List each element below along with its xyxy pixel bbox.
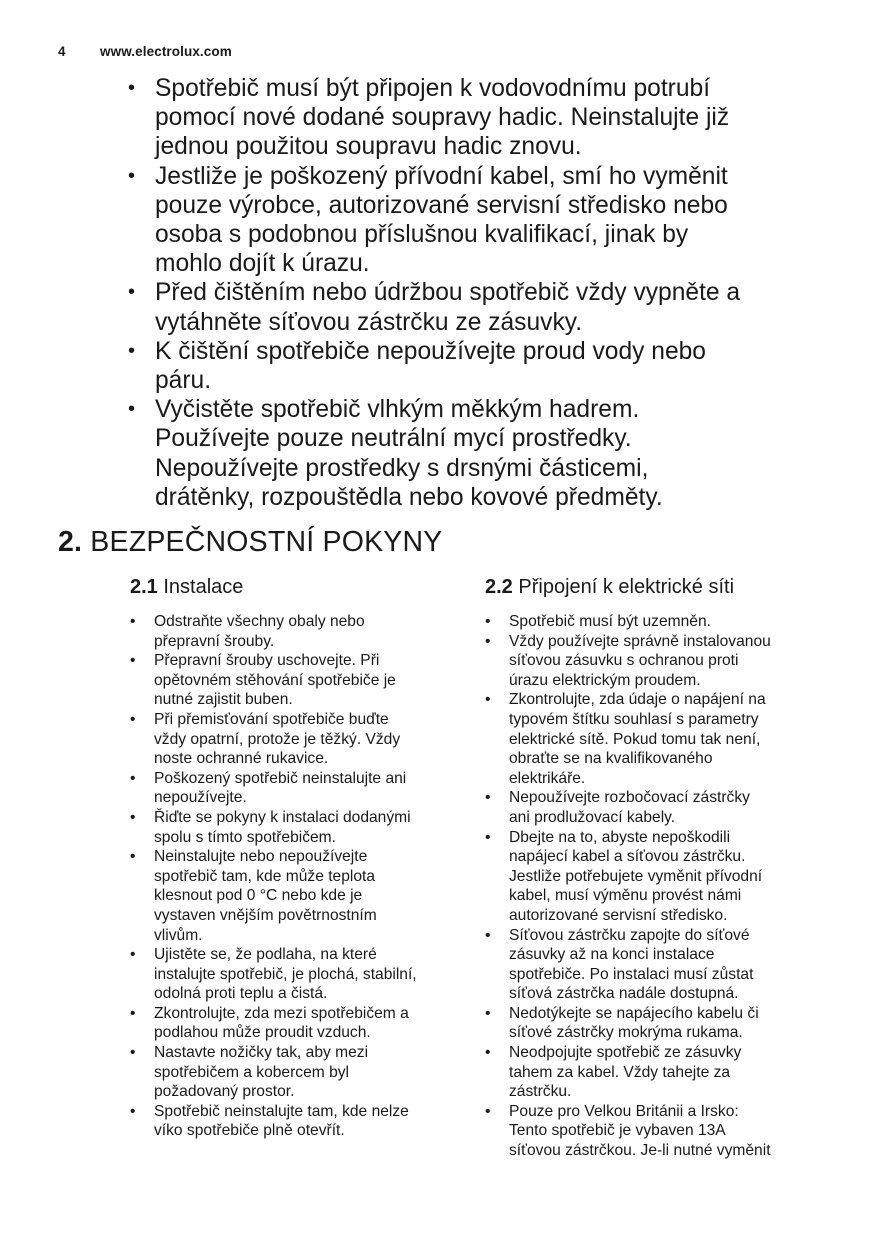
installation-list-item-line: • Nastavte nožičky tak, aby mezi: [154, 1044, 369, 1062]
intro-list-item: [128, 74, 828, 162]
electrical-list-item-line: Jestliže potřebujete vyměnit přívodní: [509, 867, 763, 885]
intro-list-item-line: osoba s podobnou příslušnou kvalifikací, jinak by: [155, 221, 689, 249]
intro-list-item-line: jednou použitou soupravu hadic znovu.: [155, 133, 582, 161]
website-url: www.electrolux.com: [100, 44, 232, 59]
page-header: [58, 44, 232, 59]
installation-number: 2.1: [130, 576, 158, 598]
intro-list-item-line: Používejte pouze neutrální mycí prostředky.: [155, 425, 632, 453]
electrical-list-item-line: typovém štítku souhlasí s parametry: [509, 710, 759, 728]
electrical-list-item: [485, 1102, 815, 1161]
installation-heading: [130, 574, 470, 600]
installation-list-item: [130, 1043, 470, 1102]
electrical-list-item-line: obraťte se na kvalifikovaného: [509, 750, 713, 768]
electrical-list-item-line: zásuvky až na konci instalace: [509, 946, 715, 964]
electrical-list-item-line: zástrčku.: [509, 1083, 572, 1101]
electrical-list-item-line: napájecí kabel a síťovou zástrčku.: [509, 848, 746, 866]
installation-list-item-line: • Ujistěte se, že podlaha, na které: [154, 946, 377, 964]
intro-list-item-line: Nepoužívejte prostředky s drsnými částicemi,: [155, 454, 649, 482]
installation-list-item-line: • Neinstalujte nebo nepoužívejte: [154, 848, 368, 866]
electrical-list-item-line: tahem za kabel. Vždy tahejte za: [509, 1063, 731, 1081]
installation-list-item-line: spolu s tímto spotřebičem.: [154, 828, 337, 846]
intro-list-item: [128, 395, 828, 512]
electrical-list-item: [485, 1004, 815, 1043]
electrical-list-item-line: úrazu elektrickým proudem.: [509, 671, 701, 689]
section-number: 2.: [58, 526, 83, 558]
electrical-list-item: [485, 690, 815, 788]
installation-list-item-line: • Spotřebič neinstalujte tam, kde nelze: [154, 1102, 409, 1120]
installation-list-item: [130, 612, 470, 651]
installation-list-item-line: • Při přemisťování spotřebiče buďte: [154, 710, 389, 728]
installation-list-item-line: vlivům.: [154, 926, 203, 944]
installation-title: Instalace: [163, 576, 244, 598]
installation-list-item: [130, 651, 470, 710]
electrical-list: [485, 612, 815, 1161]
intro-list-item-line: • Před čištěním nebo údržbou spotřebič vždy vypněte a: [155, 279, 741, 307]
section-title-text: BEZPEČNOSTNÍ POKYNY: [90, 526, 443, 558]
electrical-list-item-line: autorizované servisní středisko.: [509, 906, 728, 924]
electrical-list-item-line: • Neodpojujte spotřebič ze zásuvky: [509, 1044, 742, 1062]
installation-list-item: [130, 847, 470, 945]
installation-list-item: [130, 808, 470, 847]
intro-list-item-line: vytáhněte síťovou zástrčku ze zásuvky.: [155, 308, 583, 336]
electrical-list-item-line: síťové zástrčky mokrýma rukama.: [509, 1024, 743, 1042]
electrical-list-item: [485, 1043, 815, 1102]
section-title: [58, 526, 443, 559]
installation-list-item: [130, 710, 470, 769]
installation-list-item-line: odolná proti teplu a čistá.: [154, 985, 328, 1003]
electrical-list-item: [485, 612, 815, 632]
electrical-list-item-line: síťovou zástrčkou. Je-li nutné vyměnit: [509, 1142, 771, 1160]
installation-list-item: [130, 769, 470, 808]
intro-list-item-line: páru.: [155, 367, 212, 395]
intro-list-item-line: • K čištění spotřebiče nepoužívejte proud vody nebo: [155, 337, 706, 365]
intro-list-item-line: • Spotřebič musí být připojen k vodovodnímu potrubí: [155, 75, 711, 102]
electrical-list-item: [485, 926, 815, 1004]
installation-list-item-line: spotřebič tam, kde může teplota: [154, 867, 376, 885]
installation-column: [130, 574, 470, 1141]
intro-list-item-line: pomocí nové dodané soupravy hadic. Neinstalujte již: [155, 104, 730, 132]
electrical-list-item: [485, 788, 815, 827]
electrical-list-item-line: • Spotřebič musí být uzemněn.: [509, 613, 711, 630]
electrical-number: 2.2: [485, 576, 513, 598]
installation-list-item-line: víko spotřebiče plně otevřít.: [154, 1122, 345, 1140]
installation-list-item: [130, 1102, 470, 1141]
electrical-list-item-line: • Vždy používejte správně instalovanou: [509, 632, 771, 650]
installation-list-item-line: • Přepravní šrouby uschovejte. Při: [154, 652, 380, 670]
electrical-list-item-line: elektrikáře.: [509, 769, 586, 787]
intro-list-item-line: • Vyčistěte spotřebič vlhkým měkkým hadrem.: [155, 396, 640, 424]
installation-list-item-line: opětovném stěhování spotřebiče je: [154, 671, 396, 689]
electrical-list-item-line: Tento spotřebič je vybaven 13A: [509, 1122, 726, 1140]
installation-list-item: [130, 945, 470, 1004]
electrical-heading: [485, 574, 815, 600]
installation-list-item-line: • Řiďte se pokyny k instalaci dodanými: [154, 808, 411, 826]
electrical-column: [485, 574, 815, 1161]
page-number: 4: [58, 44, 66, 59]
installation-list-item-line: požadovaný prostor.: [154, 1083, 295, 1101]
electrical-list-item-line: • Nepoužívejte rozbočovací zástrčky: [509, 789, 750, 807]
intro-safety-list: [128, 74, 828, 512]
intro-list-item-line: • Jestliže je poškozený přívodní kabel, smí ho vyměnit: [155, 162, 728, 190]
electrical-list-item: [485, 632, 815, 691]
electrical-title: Připojení k elektrické síti: [518, 576, 735, 598]
intro-list-item: [128, 337, 828, 395]
installation-list: [130, 612, 470, 1141]
electrical-list-item-line: ani prodlužovací kabely.: [509, 808, 676, 826]
electrical-list-item-line: • Zkontrolujte, zda údaje o napájení na: [509, 691, 766, 709]
installation-list-item-line: vystaven vnějším povětrnostním: [154, 906, 377, 924]
installation-list-item-line: přepravní šrouby.: [154, 632, 275, 650]
electrical-list-item: [485, 828, 815, 926]
installation-list-item-line: podlahou může proudit vzduch.: [154, 1024, 371, 1042]
electrical-list-item-line: • Nedotýkejte se napájecího kabelu či: [509, 1004, 759, 1022]
installation-list-item-line: klesnout pod 0 °C nebo kde je: [154, 887, 363, 905]
electrical-list-item-line: elektrické sítě. Pokud tomu tak není,: [509, 730, 761, 748]
installation-list-item-line: • Zkontrolujte, zda mezi spotřebičem a: [154, 1004, 409, 1022]
installation-list-item-line: instalujte spotřebič, je plochá, stabilní,: [154, 965, 417, 983]
installation-list-item-line: nutné zajistit buben.: [154, 691, 293, 709]
installation-list-item-line: • Poškozený spotřebič neinstalujte ani: [154, 769, 407, 787]
installation-list-item-line: • Odstraňte všechny obaly nebo: [154, 613, 365, 630]
installation-list-item: [130, 1004, 470, 1043]
electrical-list-item-line: • Dbejte na to, abyste nepoškodili: [509, 828, 731, 846]
electrical-list-item-line: spotřebiče. Po instalaci musí zůstat: [509, 965, 754, 983]
electrical-list-item-line: • Pouze pro Velkou Británii a Irsko:: [509, 1102, 739, 1120]
installation-list-item-line: vždy opatrní, protože je těžký. Vždy: [154, 730, 401, 748]
installation-list-item-line: nepoužívejte.: [154, 789, 247, 807]
electrical-list-item-line: kabel, musí výměnu provést námi: [509, 887, 742, 905]
intro-list-item-line: pouze výrobce, autorizované servisní středisko nebo: [155, 191, 728, 219]
electrical-list-item-line: síťovou zásuvku s ochranou proti: [509, 652, 739, 670]
intro-list-item: [128, 162, 828, 279]
intro-list-item: [128, 278, 828, 336]
intro-list-item-line: mohlo dojít k úrazu.: [155, 250, 370, 278]
installation-list-item-line: noste ochranné rukavice.: [154, 750, 329, 768]
electrical-list-item-line: síťová zástrčka nadále dostupná.: [509, 985, 739, 1003]
electrical-list-item-line: • Síťovou zástrčku zapojte do síťové: [509, 926, 750, 944]
installation-list-item-line: spotřebičem a kobercem byl: [154, 1063, 350, 1081]
intro-list-item-line: drátěnky, rozpouštědla nebo kovové předměty.: [155, 483, 663, 511]
